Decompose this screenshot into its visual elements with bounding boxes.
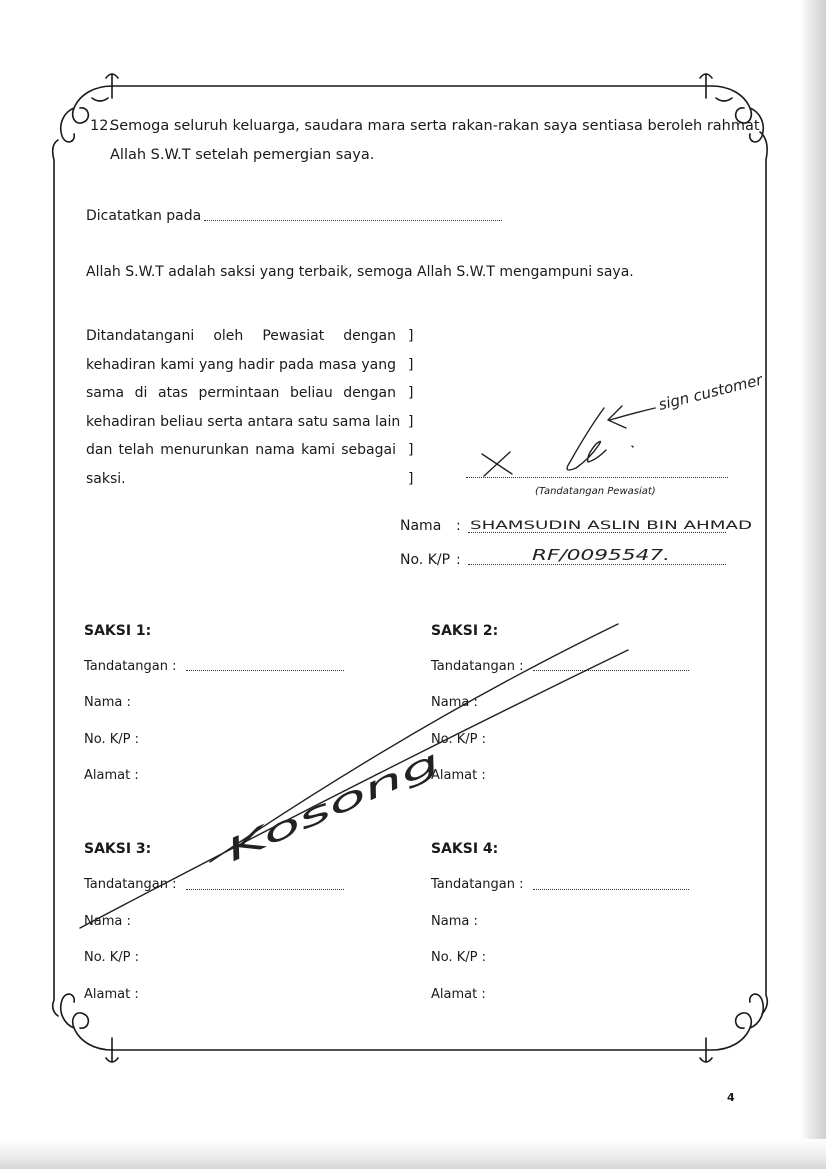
witness-1-address-label: Alamat : xyxy=(84,768,139,783)
witness-4-title: SAKSI 4: xyxy=(431,841,499,857)
recorded-on-label: Dicatatkan pada xyxy=(86,208,202,224)
bracket-1: ] xyxy=(408,328,414,344)
witness-2-name-label: Nama : xyxy=(431,695,478,710)
testator-signature-line xyxy=(466,477,728,478)
witness-statement: Allah S.W.T adalah saksi yang terbaik, semoga Allah S.W.T mengampuni saya. xyxy=(86,264,634,280)
page-number: 4 xyxy=(727,1091,735,1104)
testator-ic-label: No. K/P xyxy=(400,552,451,568)
handwritten-testator-name: SHAMSUDIN ASLIN BIN AHMAD xyxy=(470,518,753,532)
signed-paragraph-line-4: kehadiran beliau serta antara satu sama lain xyxy=(86,413,401,430)
witness-3-sign-label: Tandatangan : xyxy=(84,877,177,892)
testator-name-label: Nama xyxy=(400,518,442,534)
witness-1-sign-label: Tandatangan : xyxy=(84,659,177,674)
recorded-on-line xyxy=(204,220,502,221)
item-12-number: 12. xyxy=(90,118,114,134)
handwritten-side-note: sign customer xyxy=(656,370,765,414)
witness-4-address-label: Alamat : xyxy=(431,987,486,1002)
signed-paragraph-line-2: kehadiran kami yang hadir pada masa yang xyxy=(86,356,396,373)
testator-name-line xyxy=(468,532,726,533)
witness-1-title: SAKSI 1: xyxy=(84,623,152,639)
item-12-line-1: Semoga seluruh keluarga, saudara mara serta rakan-rakan saya sentiasa beroleh rahmat xyxy=(110,118,760,134)
witness-4-sign-line xyxy=(533,889,689,890)
signed-paragraph-line-3: sama di atas permintaan beliau dengan xyxy=(86,385,396,402)
item-12-line-2: Allah S.W.T setelah pemergian saya. xyxy=(110,147,375,163)
testator-ic-line xyxy=(468,564,726,565)
witness-4-sign-label: Tandatangan : xyxy=(431,877,524,892)
bracket-4: ] xyxy=(408,413,414,430)
witness-3-sign-line xyxy=(186,889,344,890)
testator-signature-caption: (Tandatangan Pewasiat) xyxy=(535,486,656,497)
witness-2-sign-label: Tandatangan : xyxy=(431,659,524,674)
witness-3-name-label: Nama : xyxy=(84,914,131,929)
witness-2-title: SAKSI 2: xyxy=(431,623,499,639)
witness-3-ic-label: No. K/P : xyxy=(84,950,139,965)
signed-paragraph-line-1: Ditandatangani oleh Pewasiat dengan xyxy=(86,328,396,344)
witness-1-sign-line xyxy=(186,670,344,671)
bracket-5: ] xyxy=(408,442,414,459)
testator-ic-colon: : xyxy=(456,552,461,568)
signed-paragraph-line-6: saksi. xyxy=(86,471,126,487)
testator-name-colon: : xyxy=(456,518,461,534)
witness-4-name-label: Nama : xyxy=(431,914,478,929)
witness-2-ic-label: No. K/P : xyxy=(431,732,486,747)
witness-1-name-label: Nama : xyxy=(84,695,131,710)
bracket-2: ] xyxy=(408,356,414,373)
witness-2-address-label: Alamat : xyxy=(431,768,486,783)
witness-3-title: SAKSI 3: xyxy=(84,841,152,857)
witness-4-ic-label: No. K/P : xyxy=(431,950,486,965)
bracket-6: ] xyxy=(408,471,414,487)
witness-2-sign-line xyxy=(533,670,689,671)
witness-3-address-label: Alamat : xyxy=(84,987,139,1002)
handwritten-testator-ic: RF/0095547. xyxy=(532,546,670,564)
bracket-3: ] xyxy=(408,385,414,402)
witness-1-ic-label: No. K/P : xyxy=(84,732,139,747)
signed-paragraph-line-5: dan telah menurunkan nama kami sebagai xyxy=(86,442,396,459)
handwritten-cross-out-word: Kosong xyxy=(221,793,335,870)
